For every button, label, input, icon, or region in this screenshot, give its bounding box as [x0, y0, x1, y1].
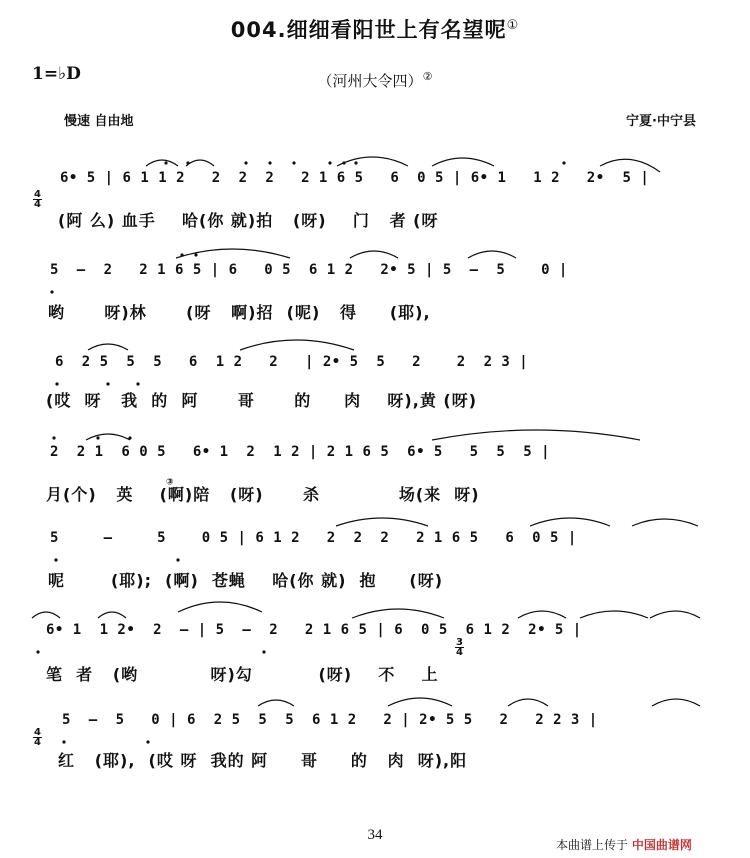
lyric-line: 哟 呀)林 (呀 啊)招 (呢) 得 (耶), [48, 303, 431, 322]
notation-line: 2 2 1 6 0 5 6• 1 2 1 2 | 2 1 6 5 6• 5 5 5 5 | [50, 444, 551, 460]
time-signature: 3 4 [456, 637, 463, 658]
lyric-line: (哎 呀 我 的 阿 哥 的 肉 呀),黄 (呀) [46, 391, 478, 410]
upload-footer: 本曲谱上传于 中国曲谱网 [556, 838, 692, 852]
time-signature: 4 4 [34, 189, 41, 210]
lyric-line: 红 (耶), (哎 呀 我的 阿 哥 的 肉 呀),阳 [58, 751, 468, 770]
notation-line: 6• 5 | 6 1 1 2 2 2 2 2 1 6 5 6 0 5 | 6• 1 1 2 2• 5 | [60, 170, 650, 186]
tempo-marking: 慢速 自由地 [64, 114, 134, 129]
footnote-marker: ③ [166, 477, 175, 488]
notation-line: 5 — 5 0 | 6 2 5 5 5 6 1 2 2 | 2• 5 5 2 2 2 3 | [62, 712, 598, 728]
time-signature: 4 4 [34, 727, 41, 748]
lyric-line: 月(个) 英 (啊)陪 (呀) 杀 场(来 呀) [46, 485, 480, 504]
key-signature: 1=♭D [32, 64, 81, 84]
footnote-marker: ① [506, 18, 520, 33]
notation-line: 5 — 2 2 1 6 5 | 6 0 5 6 1 2 2• 5 | 5 — 5 0 | [50, 262, 568, 278]
notation-line: 6• 1 1 2• 2 — | 5 — 2 2 1 6 5 | 6 0 5 6 1 2 2• 5 | [46, 622, 582, 638]
song-title: 004.细细看阳世上有名望呢① [230, 18, 520, 42]
region-label: 宁夏·中宁县 [626, 114, 696, 129]
song-subtitle: （河州大令四）② [317, 70, 433, 90]
site-logo: 中国曲谱网 [631, 838, 692, 852]
lyric-line: 呢 (耶); (啊) 苍蝇 哈(你 就) 抱 (呀) [48, 571, 444, 590]
notation-line: 5 — 5 0 5 | 6 1 2 2 2 2 2 1 6 5 6 0 5 | [50, 530, 577, 546]
lyric-line: 笔 者 (哟 呀)勾 (呀) 不 上 [46, 665, 439, 684]
footnote-marker: ② [422, 70, 433, 83]
notation-line: 6 2 5 5 5 6 1 2 2 | 2• 5 5 2 2 2 3 | [55, 354, 529, 370]
page-number: 34 [367, 827, 383, 843]
lyric-line: (阿 么) 血手 哈(你 就)拍 (呀) 门 者 (呀 [58, 211, 439, 230]
